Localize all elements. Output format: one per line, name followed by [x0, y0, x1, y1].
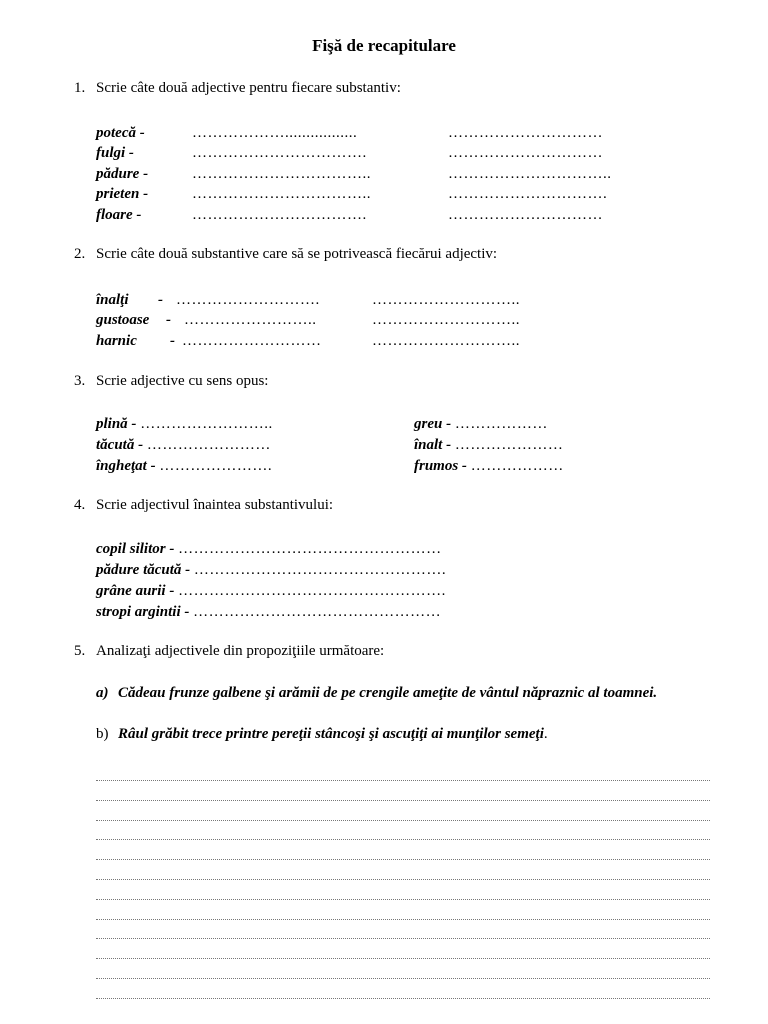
answer-line	[96, 780, 710, 781]
opposite-item-left	[96, 456, 272, 476]
opposite-item-left	[96, 435, 271, 455]
opposite-item-right	[414, 435, 563, 455]
row-word: prieten -	[96, 186, 149, 202]
item-word: îngheţat -	[96, 458, 156, 474]
answer-dots: …………………………………………….	[178, 583, 446, 599]
item-word: frumos -	[414, 458, 467, 474]
phrase-row	[96, 581, 446, 601]
question-3	[74, 373, 268, 390]
answer-dots: ………………………….	[448, 186, 608, 202]
question-4	[74, 497, 333, 514]
answer-dots: ………………	[454, 416, 548, 432]
row-word: floare -	[96, 207, 142, 223]
answer-line	[96, 998, 710, 999]
answer-dots: …………………………….	[192, 145, 367, 161]
sentence-label: b)	[96, 726, 109, 742]
question-number: 1.	[74, 80, 86, 96]
answer-line	[96, 919, 710, 920]
answer-dots: ………………….	[159, 458, 273, 474]
item-word: înalt -	[414, 437, 452, 453]
answer-line	[96, 938, 710, 939]
item-word: tăcută -	[96, 437, 144, 453]
answer-dots: ……………………..	[140, 416, 273, 432]
question-2	[74, 246, 497, 263]
question-number: 5.	[74, 643, 86, 659]
opposite-item-left	[96, 414, 273, 434]
opposite-item-right	[414, 456, 564, 476]
answer-line	[96, 859, 710, 860]
phrase-word: stropi argintii -	[96, 604, 190, 620]
answer-dots: ……………………………..	[192, 186, 371, 202]
question-5	[74, 643, 384, 660]
answer-dots: …………………………….	[192, 207, 367, 223]
row-dash: -	[158, 292, 163, 308]
row-word: potecă -	[96, 125, 145, 141]
answer-line	[96, 820, 710, 821]
answer-dots: ……………………………………………	[178, 541, 442, 557]
phrase-row	[96, 602, 441, 622]
sentence-text: Râul grăbit trece printre pereţii stâncoşi şi ascuţiţi ai munţilor semeţi	[118, 726, 544, 742]
item-word: plină -	[96, 416, 137, 432]
answer-dots: ……………………..	[184, 312, 317, 328]
question-text: Scrie câte două adjective pentru fiecare substantiv:	[96, 80, 401, 96]
answer-line	[96, 839, 710, 840]
row-word: pădure -	[96, 166, 149, 182]
question-text: Scrie adjectivul înaintea substantivului:	[96, 497, 334, 513]
answer-dots: ……………….................	[192, 125, 358, 141]
phrase-row	[96, 560, 446, 580]
answer-dots: …………………………………………	[193, 604, 442, 620]
question-number: 2.	[74, 246, 86, 262]
question-1	[74, 80, 401, 97]
sentence-b	[96, 725, 712, 744]
sentence-a	[96, 684, 712, 703]
answer-dots: ………………………..	[372, 292, 520, 308]
answer-dots: …………………………	[448, 125, 603, 141]
page-title: Fişă de recapitulare	[312, 36, 456, 55]
item-word: greu -	[414, 416, 452, 432]
answer-line	[96, 800, 710, 801]
phrase-word: grâne aurii -	[96, 583, 175, 599]
answer-dots: ………………………	[182, 333, 322, 349]
row-dash: -	[166, 312, 171, 328]
question-number: 4.	[74, 497, 86, 513]
answer-line	[96, 879, 710, 880]
answer-dots: ……………………….	[176, 292, 320, 308]
answer-dots: …………………………..	[448, 166, 612, 182]
answer-dots: ………………………..	[372, 312, 520, 328]
row-word: fulgi -	[96, 145, 134, 161]
opposite-item-right	[414, 414, 548, 434]
phrase-word: copil silitor -	[96, 541, 175, 557]
sentence-end: .	[543, 726, 548, 742]
answer-dots: ………………	[470, 458, 564, 474]
answer-dots: ………………………..	[372, 333, 520, 349]
answer-dots: ……………………………..	[192, 166, 371, 182]
answer-dots: …………………	[454, 437, 564, 453]
answer-line	[96, 899, 710, 900]
question-text: Analizaţi adjectivele din propoziţiile următoare:	[96, 643, 385, 659]
row-word: înalţi	[96, 292, 129, 308]
answer-dots: ………………………………………….	[193, 562, 447, 578]
sentence-text: Cădeau frunze galbene şi arămii de pe crengile ameţite de vântul năpraznic al toamnei.	[118, 685, 658, 701]
answer-dots: …………………………	[448, 207, 603, 223]
answer-line	[96, 958, 710, 959]
answer-line	[96, 978, 710, 979]
row-word: harnic	[96, 333, 137, 349]
answer-dots: …………………………	[448, 145, 603, 161]
phrase-row	[96, 539, 442, 559]
answer-dots: ……………………	[146, 437, 271, 453]
sentence-label: a)	[96, 685, 109, 701]
phrase-word: pădure tăcută -	[96, 562, 191, 578]
row-dash: -	[170, 333, 175, 349]
question-text: Scrie adjective cu sens opus:	[96, 373, 269, 389]
question-text: Scrie câte două substantive care să se potrivească fiecărui adjectiv:	[96, 246, 498, 262]
question-number: 3.	[74, 373, 86, 389]
row-word: gustoase	[96, 312, 150, 328]
